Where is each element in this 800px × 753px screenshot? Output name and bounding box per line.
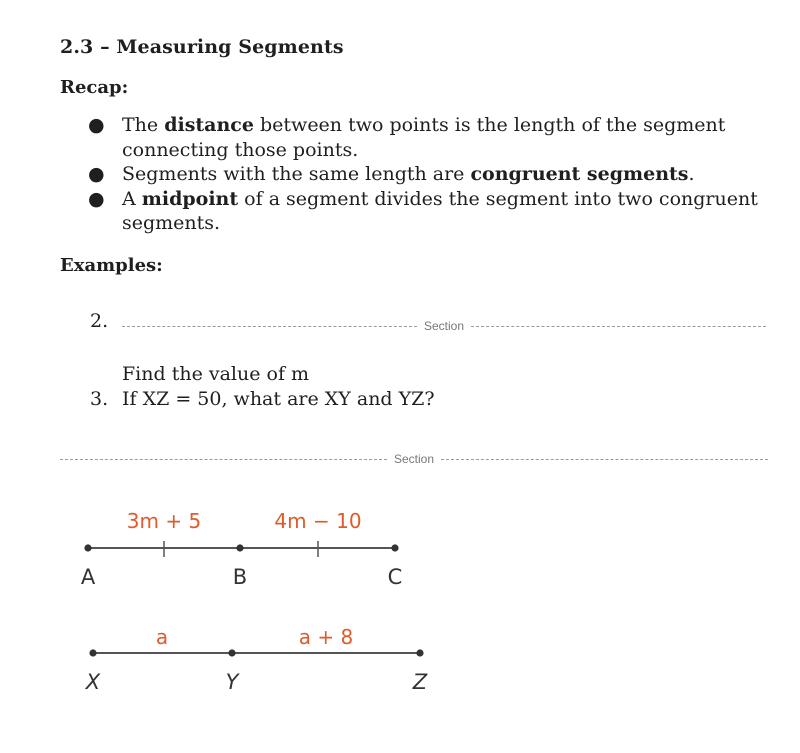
point-dot: [236, 544, 243, 551]
point-dot: [416, 649, 423, 656]
bullet-text: Segments with the same length are: [122, 163, 471, 185]
bullet-text: between two points is the length of the segment: [253, 114, 726, 136]
bold-term: midpoint: [141, 187, 239, 210]
example-prompt: If XZ = 50, what are XY and YZ?: [122, 388, 435, 410]
bullet-text: of a segment divides the segment into two congruent: [238, 187, 758, 210]
point-label: Z: [412, 670, 428, 694]
bullet-icon: ●: [88, 187, 105, 210]
point-dot: [89, 649, 96, 656]
point-label: B: [232, 565, 248, 589]
bullet-text: The: [122, 114, 165, 136]
section-label: Section: [423, 319, 465, 333]
example-number: 3.: [90, 388, 109, 410]
example-prompt: Find the value of m: [122, 363, 310, 385]
bullet-text: connecting those points.: [122, 138, 359, 161]
recap-heading: Recap:: [60, 77, 129, 98]
point-dot: [84, 544, 91, 551]
bullet-icon: ●: [88, 163, 105, 185]
bullet-text: segments.: [122, 212, 221, 234]
diagram-abc: [81, 509, 403, 589]
examples-heading: Examples:: [60, 255, 163, 276]
segment-label: 3m + 5: [126, 509, 202, 533]
point-label: A: [80, 565, 96, 589]
section-label: Section: [393, 452, 435, 466]
point-dot: [391, 544, 398, 551]
diagram-xyz: [85, 625, 428, 694]
bold-term: congruent segments: [470, 163, 689, 185]
bold-term: distance: [164, 114, 254, 136]
bullet-text: .: [688, 163, 695, 185]
point-dot: [228, 649, 235, 656]
point-label: X: [85, 670, 101, 694]
point-label: Y: [225, 670, 239, 694]
segment-label: a + 8: [298, 625, 354, 649]
bullet-icon: ●: [88, 114, 105, 136]
segment-label: 4m − 10: [274, 509, 362, 533]
page-title: 2.3 – Measuring Segments: [60, 36, 344, 58]
bullet-text: A: [122, 187, 142, 210]
point-label: C: [387, 565, 403, 589]
segment-label: a: [155, 625, 169, 649]
example-number: 2.: [90, 310, 109, 332]
